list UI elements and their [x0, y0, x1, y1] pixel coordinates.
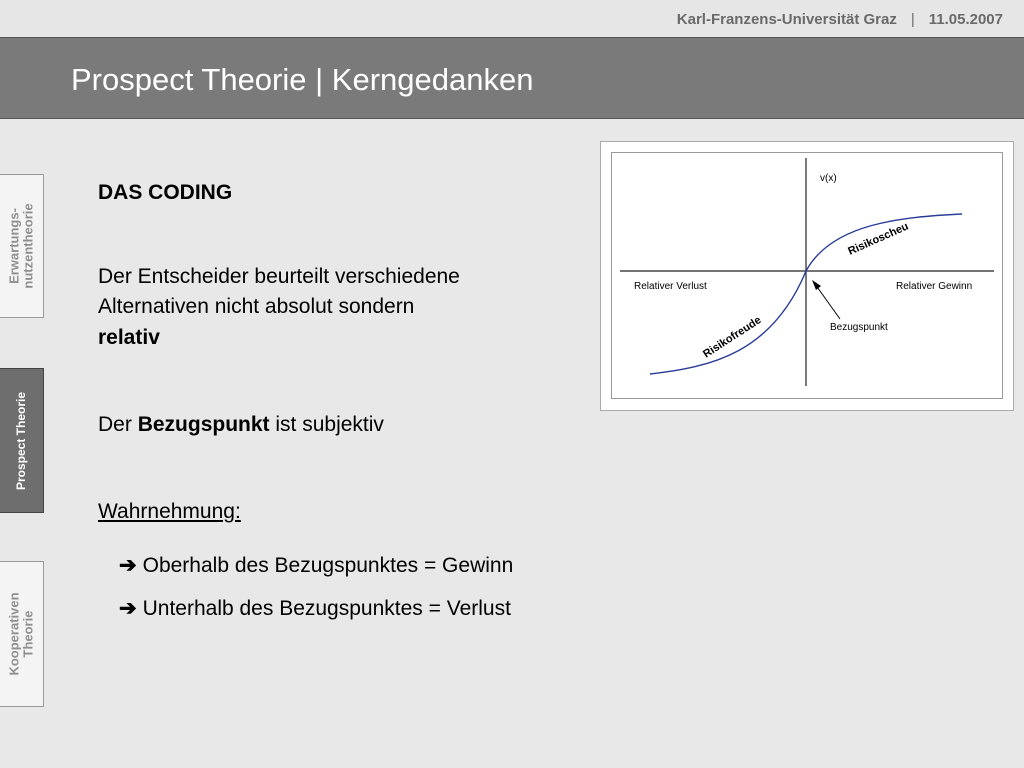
title-bar: [0, 38, 1024, 119]
reference-point-sentence: Der Bezugspunkt ist subjektiv: [98, 413, 384, 436]
paragraph-line: Alternativen nicht absolut sondern: [98, 295, 415, 318]
value-function-diagram: [612, 153, 1002, 398]
header-meta: [677, 11, 1003, 28]
sidebar-tab-erwartungsnutzentheorie[interactable]: [0, 174, 44, 318]
pointer-arrowhead-icon: [812, 280, 821, 290]
upper-curve-label: Risikoscheu: [846, 220, 911, 258]
sidebar-tab-kooperativen-theorie[interactable]: [0, 561, 44, 707]
right-axis-label: Relativer Gewinn: [896, 281, 973, 292]
lower-curve-label: Risikofreude: [701, 314, 764, 361]
section-heading: DAS CODING: [98, 181, 233, 204]
slide-title: Prospect Theorie | Kerngedanken: [71, 62, 534, 97]
sidebar-tab-label: Prospect Theorie: [14, 391, 29, 490]
perception-label: Wahrnehmung:: [98, 500, 241, 523]
paragraph-emphasis: relativ: [98, 326, 160, 349]
sidebar-tab-prospect-theorie[interactable]: [0, 368, 44, 513]
reference-pointer: [815, 284, 840, 319]
sidebar-tab-label: Kooperativen Theorie: [6, 592, 36, 676]
arrow-right-icon: ➔: [119, 597, 137, 620]
sidebar-tab-label: Erwartungs- nutzentheorie: [6, 203, 36, 289]
left-axis-label: Relativer Verlust: [634, 281, 707, 292]
presentation-date: 11.05.2007: [928, 11, 1003, 28]
institution-name: Karl-Franzens-Universität Graz: [676, 11, 897, 28]
top-bar: [0, 0, 1024, 38]
reference-point-label: Bezugspunkt: [830, 322, 888, 333]
bullet-item: ➔ Unterhalb des Bezugspunktes = Verlust: [119, 597, 511, 620]
arrow-right-icon: ➔: [119, 554, 137, 577]
y-axis-label: v(x): [820, 173, 837, 184]
paragraph-line: Der Entscheider beurteilt verschiedene: [98, 265, 460, 288]
value-function-figure: [600, 141, 1014, 411]
header-separator: |: [910, 11, 915, 28]
bullet-item: ➔ Oberhalb des Bezugspunktes = Gewinn: [119, 554, 514, 577]
figure-frame: [611, 152, 1003, 399]
